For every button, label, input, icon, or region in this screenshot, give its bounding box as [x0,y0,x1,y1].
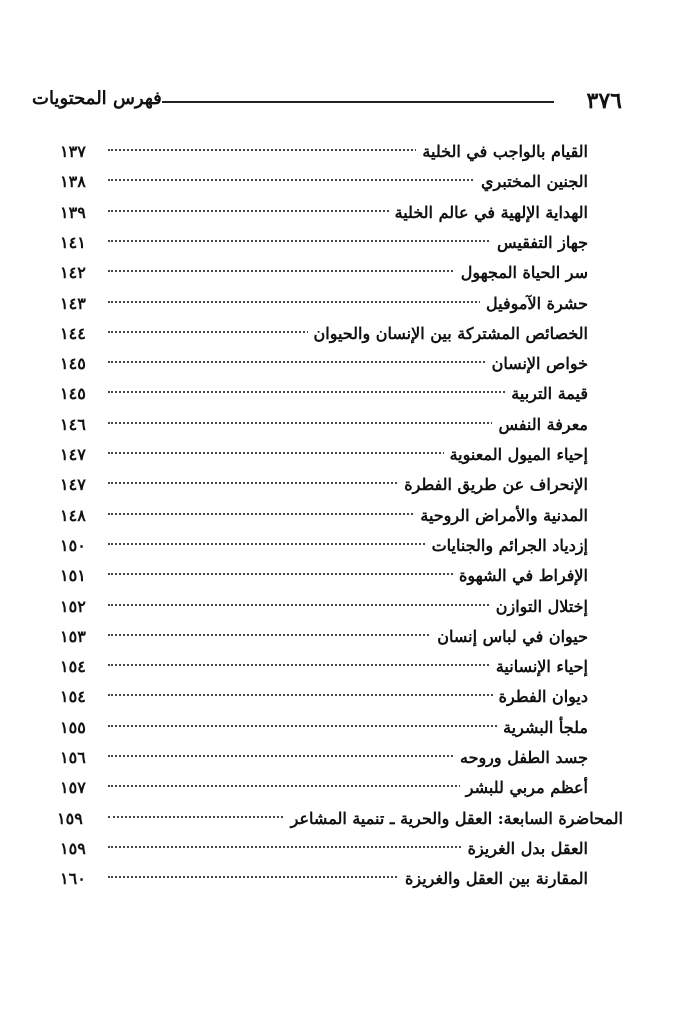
page-number: ٣٧٦ [586,88,622,114]
toc-entry-title: جهاز التفقيس [491,233,588,252]
toc-entry-title: خواص الإنسان [486,354,588,373]
toc-entry-title: إحياء الميول المعنوية [444,445,588,464]
toc-entry-title: المحاضرة السابعة: العقل والحرية ـ تنمية المشاعر [285,809,623,828]
toc-entry-page: ١٣٨ [60,172,86,192]
toc-entry-page: ١٣٩ [60,202,86,222]
toc-entry-page: ١٤٣ [60,293,86,313]
toc-entry-page: ١٤٧ [60,475,86,495]
toc-entry [60,170,588,200]
toc-entry-title: المدنية والأمراض الروحية [414,506,588,525]
toc-entry-page: ١٤٤ [60,323,86,343]
toc-entry-title: إزدياد الجرائم والجنايات [426,536,588,555]
toc-entry-title: أعظم مربي للبشر [460,778,588,797]
toc-entry-page: ١٤٦ [60,414,86,434]
toc-entry-page: ١٦٠ [60,869,86,889]
toc-entry-page: ١٥٩ [57,808,83,828]
toc-entry-page: ١٥٢ [60,596,86,616]
toc-entry-page: ١٤١ [60,232,86,252]
toc-entry-title: المقارنة بين العقل والغريزة [399,869,588,888]
toc-entry [60,352,588,382]
toc-entry [57,807,623,837]
toc-entry [60,685,588,715]
running-header [32,88,622,118]
toc-entry-title: قيمة التربية [505,384,588,403]
toc-entry [60,443,588,473]
toc-entry-title: الجنين المختبري [475,172,588,191]
toc-entry-page: ١٥٩ [60,838,86,858]
toc-entry [60,473,588,503]
toc-entry-page: ١٤٥ [60,384,86,404]
toc-entry [60,534,588,564]
toc-entry-title: حيوان في لباس إنسان [431,627,588,646]
toc-entry [60,201,588,231]
toc-entry [60,776,588,806]
toc-entry-page: ١٥١ [60,566,86,586]
toc-entry-title: ديوان الفطرة [493,687,588,706]
toc-entry [60,867,588,897]
toc-entry [60,413,588,443]
toc-entry [60,322,588,352]
toc-entry-title: حشرة الآموفيل [480,294,588,313]
toc-entry-title: سر الحياة المجهول [455,263,588,282]
toc-entry [60,261,588,291]
toc-entry-page: ١٣٧ [60,142,86,161]
toc-entry-page: ١٥٦ [60,748,86,767]
toc-entry [60,625,588,655]
toc-entry-title: الهداية الإلهية في عالم الخلية [389,203,588,222]
toc-entry [60,140,588,170]
toc-entry [60,564,588,594]
toc-entry-page: ١٤٢ [60,263,86,283]
toc-entry-title: الإنحراف عن طريق الفطرة [398,475,588,494]
toc-entry-page: ١٥٣ [60,626,86,646]
toc-entry-title: إختلال التوازن [490,597,588,616]
toc-entry [60,231,588,261]
toc-entry-title: معرفة النفس [492,415,588,434]
header-title: فهرس المحتويات [32,88,162,109]
toc-entry-page: ١٥٤ [60,657,86,677]
toc-entry [60,655,588,685]
toc-entry [60,382,588,412]
toc-entry-page: ١٥٥ [60,717,86,737]
toc-entry [60,746,588,776]
toc-entry-title: ملجأ البشرية [497,718,588,737]
toc-entry-title: العقل بدل الغريزة [462,839,588,858]
toc-entry [60,716,588,746]
toc-entry-page: ١٤٨ [60,505,86,525]
toc-entry-page: ١٥٧ [60,778,86,798]
toc-entry-page: ١٥٠ [60,535,86,555]
toc-entry-title: إحياء الإنسانية [490,657,588,676]
toc-entry [60,837,588,867]
toc-entry-title: الخصائص المشتركة بين الإنسان والحيوان [308,324,588,343]
toc-entry [60,292,588,322]
toc-entry-page: ١٤٥ [60,354,86,374]
toc-entry-title: جسد الطفل وروحه [454,748,588,767]
toc-entry-page: ١٥٤ [60,687,86,707]
toc-entry [60,504,588,534]
toc-entry-page: ١٤٧ [60,445,86,464]
header-rule [162,101,554,103]
toc-entry [60,595,588,625]
toc-entry-title: القيام بالواجب في الخلية [416,142,588,161]
toc-entry-title: الإفراط في الشهوة [453,566,588,585]
